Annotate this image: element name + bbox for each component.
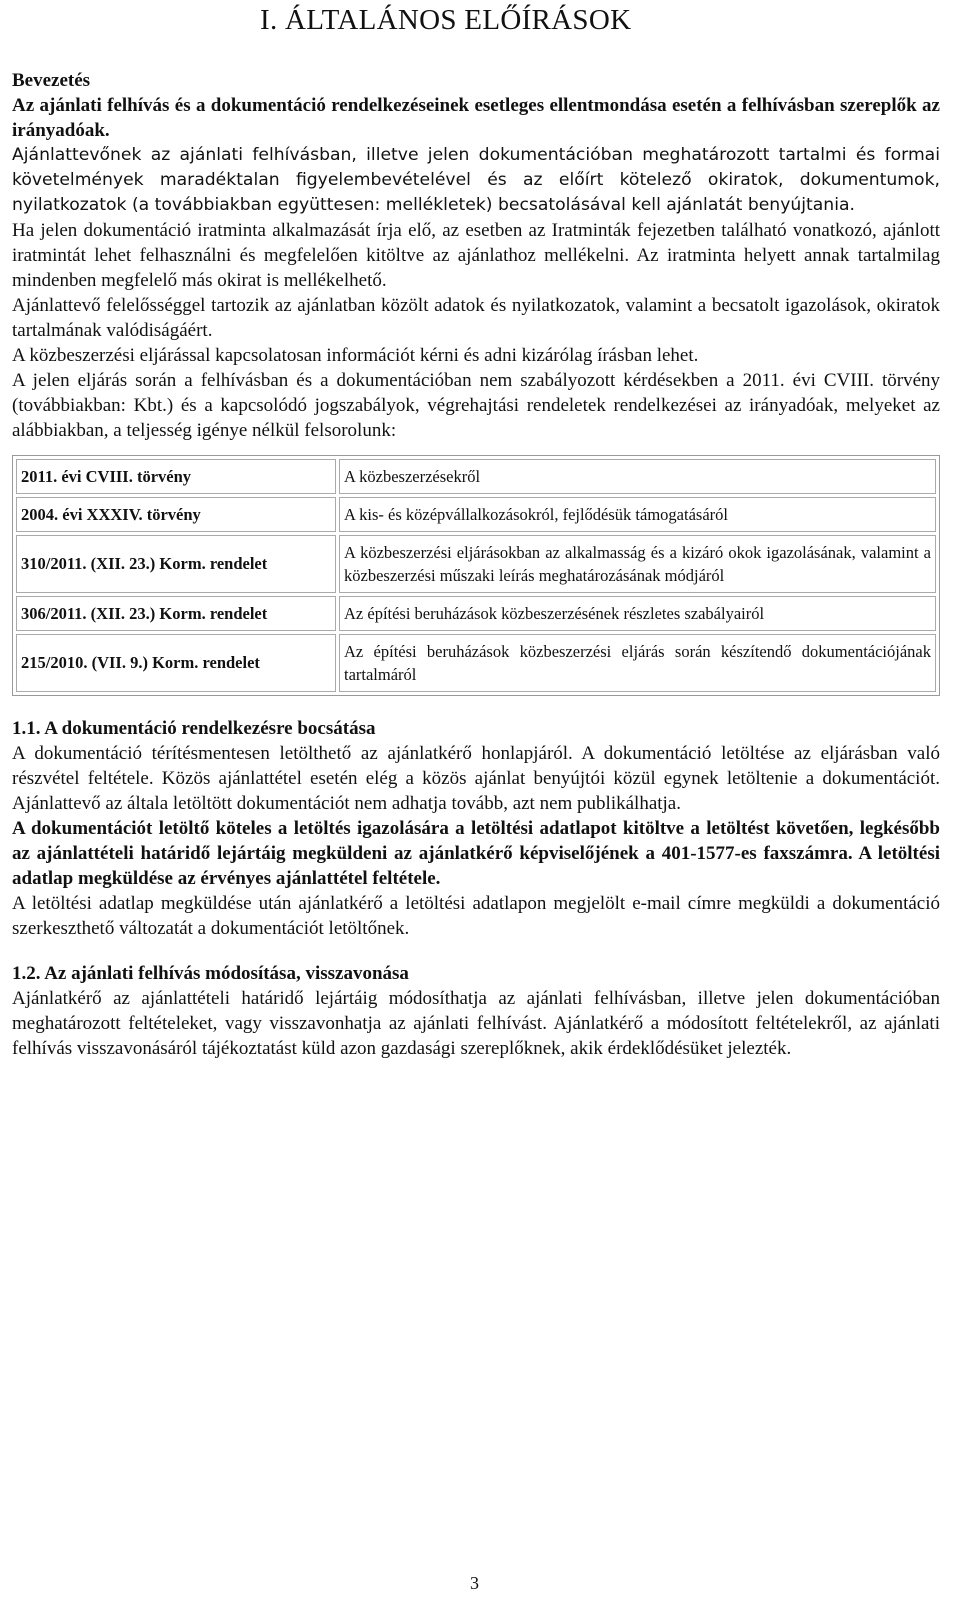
- page-title: I. ÁLTALÁNOS ELŐÍRÁSOK: [260, 4, 632, 36]
- law-title: Az építési beruházások közbeszerzésének részletes szabályairól: [339, 596, 936, 631]
- law-title: A közbeszerzésekről: [339, 459, 936, 494]
- table-row: [16, 596, 936, 631]
- table-row: [16, 459, 936, 494]
- section-1-2-paragraph-1: Ajánlatkérő az ajánlattételi határidő lejártáig módosíthatja az ajánlati felhívásban, illetve jelen dokumentációban meghatározott feltételeket, vagy visszavonhatja az ajánlati felhívást. Ajánlatkérő a módosított feltételekről, az ajánlati felhívás visszavonásáról tájékoztatást küld azon gazdasági szereplőknek, akik érdeklődésüket jelezték.: [12, 988, 940, 1059]
- intro-paragraph-3: Ajánlattevő felelősséggel tartozik az ajánlatban közölt adatok és nyilatkozatok, valamint a becsatolt igazolások, okiratok tartalmának valódiságáért.: [12, 295, 940, 341]
- intro-paragraph-2: Ha jelen dokumentáció iratminta alkalmazását írja elő, az esetben az Iratminták fejezetben található vonatkozó, ajánlott iratmintát lehet felhasználni és megfelelően kitöltve az ajánlathoz mellékelni. Az iratminta helyett annak tartalmilag mindenben megfelelő más okirat is mellékelhető.: [12, 220, 940, 291]
- section-1-2-heading: 1.2. Az ajánlati felhívás módosítása, visszavonása: [12, 963, 409, 984]
- section-1-1-heading: 1.1. A dokumentáció rendelkezésre bocsátása: [12, 718, 376, 739]
- law-title: Az építési beruházások közbeszerzési eljárás során készítendő dokumentációjának tartalmáról: [339, 634, 936, 692]
- page-number: 3: [470, 1573, 479, 1593]
- law-title: A kis- és középvállalkozásokról, fejlődésük támogatásáról: [339, 497, 936, 532]
- table-row: [16, 535, 936, 593]
- law-reference: 306/2011. (XII. 23.) Korm. rendelet: [16, 596, 336, 631]
- document-content: [12, 68, 940, 1061]
- law-reference: 310/2011. (XII. 23.) Korm. rendelet: [16, 535, 336, 593]
- intro-paragraph-5: A jelen eljárás során a felhívásban és a dokumentációban nem szabályozott kérdésekben a 2011. évi CVIII. törvény (továbbiakban: Kbt.) és a kapcsolódó jogszabályok, végrehajtási rendeletek rendelkezései az irányadóak, melyeket az alábbiakban, a teljesség igénye nélkül felsorolunk:: [12, 370, 940, 441]
- law-reference: 2011. évi CVIII. törvény: [16, 459, 336, 494]
- law-title: A közbeszerzési eljárásokban az alkalmasság és a kizáró okok igazolásának, valamint a közbeszerzési műszaki leírás meghatározásának módjáról: [339, 535, 936, 593]
- section-1-1-paragraph-3: A letöltési adatlap megküldése után ajánlatkérő a letöltési adatlapon megjelölt e-mail címre megküldi a dokumentáció szerkeszthető változatát a dokumentációt letöltőnek.: [12, 893, 940, 939]
- laws-table: [12, 455, 940, 696]
- table-row: [16, 634, 936, 692]
- intro-heading: Bevezetés: [12, 70, 91, 91]
- section-1-1-paragraph-2: A dokumentációt letöltő köteles a letöltés igazolására a letöltési adatlapot kitöltve a letöltést követően, legkésőbb az ajánlattételi határidő lejártáig megküldeni az ajánlatkérő képviselőjének a 401-1577-es faxszámra. A letöltési adatlap megküldése az érvényes ajánlattétel feltétele.: [12, 818, 940, 889]
- intro-lead: Az ajánlati felhívás és a dokumentáció rendelkezéseinek esetleges ellentmondása esetén a felhívásban szereplők az irányadóak.: [12, 95, 940, 141]
- law-reference: 2004. évi XXXIV. törvény: [16, 497, 336, 532]
- section-1-1-paragraph-1: A dokumentáció térítésmentesen letölthető az ajánlatkérő honlapjáról. A dokumentáció letöltése az eljárásban való részvétel feltétele. Közös ajánlattétel esetén elég a közös ajánlat benyújtói közül egynek letöltenie a dokumentációt. Ajánlattevő az általa letöltött dokumentációt nem adhatja tovább, azt nem publikálhatja.: [12, 743, 940, 814]
- table-row: [16, 497, 936, 532]
- intro-paragraph-1: Ajánlattevőnek az ajánlati felhívásban, illetve jelen dokumentációban meghatározott tartalmi és formai követelmények maradéktalan figyelembevételével és az előírt kötelező okiratok, dokumentumok, nyilatkozatok (a továbbiakban együttesen: mellékletek) becsatolásával kell ajánlatát benyújtania.: [12, 145, 940, 215]
- intro-paragraph-4: A közbeszerzési eljárással kapcsolatosan információt kérni és adni kizárólag írásban lehet.: [12, 345, 699, 366]
- law-reference: 215/2010. (VII. 9.) Korm. rendelet: [16, 634, 336, 692]
